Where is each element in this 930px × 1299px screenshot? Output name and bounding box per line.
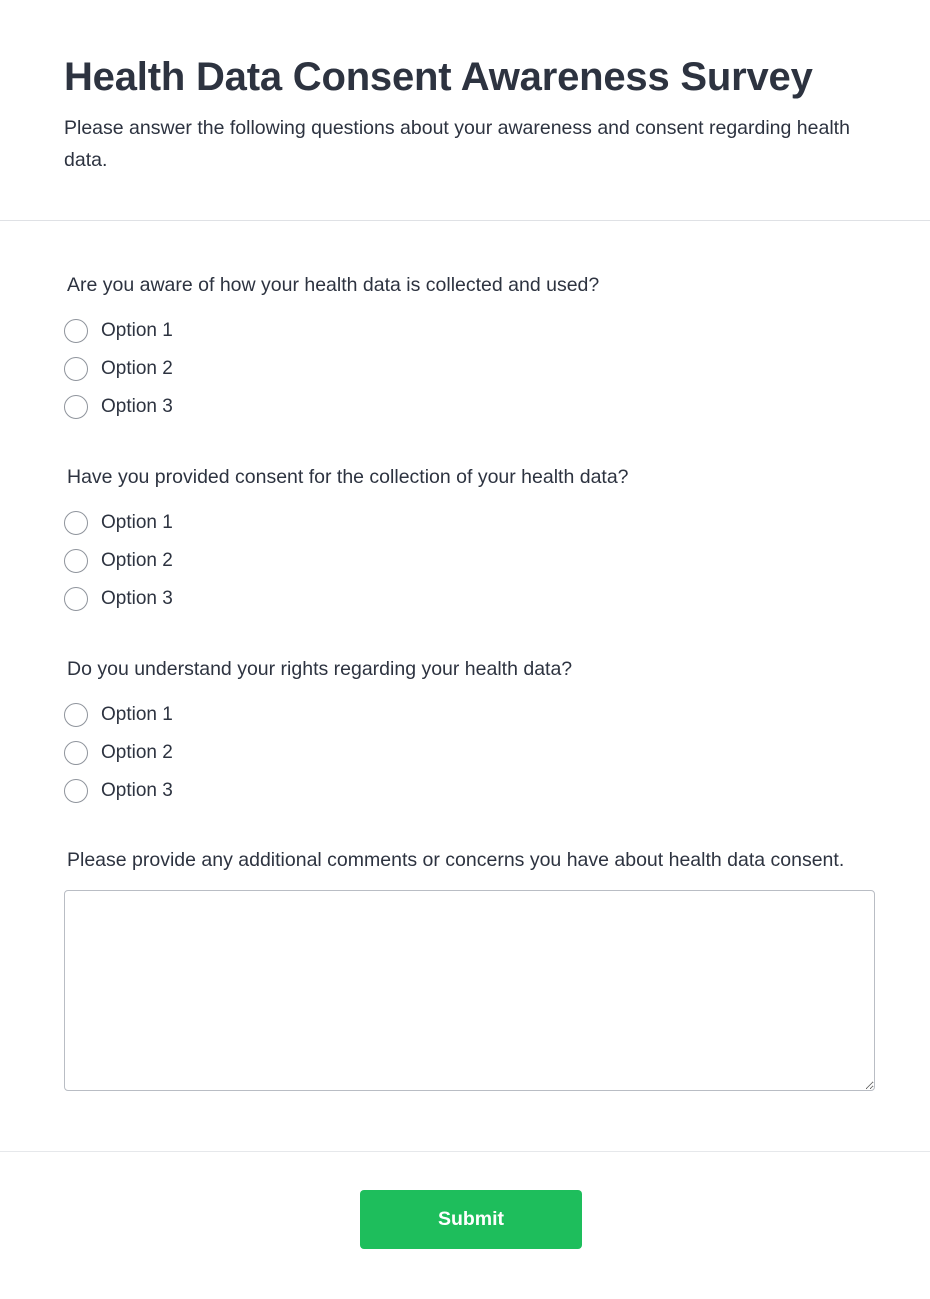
survey-form <box>0 221 930 1091</box>
radio-button[interactable] <box>64 779 88 803</box>
radio-button[interactable] <box>64 741 88 765</box>
option-row[interactable] <box>64 734 876 772</box>
option-label: Option 3 <box>101 588 173 609</box>
radio-button[interactable] <box>64 357 88 381</box>
question-label: Do you understand your rights regarding your health data? <box>67 658 573 680</box>
option-label: Option 2 <box>101 358 173 379</box>
question-rights-understanding <box>64 656 876 810</box>
option-row[interactable] <box>64 542 876 580</box>
option-row[interactable] <box>64 350 876 388</box>
option-label: Option 1 <box>101 512 173 533</box>
form-footer <box>0 1151 930 1299</box>
radio-button[interactable] <box>64 511 88 535</box>
option-label: Option 2 <box>101 550 173 571</box>
question-label: Have you provided consent for the collection of your health data? <box>67 466 629 488</box>
comments-textarea[interactable] <box>64 890 875 1091</box>
option-label: Option 1 <box>101 704 173 725</box>
radio-button[interactable] <box>64 319 88 343</box>
option-label: Option 3 <box>101 780 173 801</box>
radio-button[interactable] <box>64 549 88 573</box>
comments-label: Please provide any additional comments or concerns you have about health data consent. <box>67 849 845 871</box>
question-collection-awareness <box>64 272 876 426</box>
option-row[interactable] <box>64 696 876 734</box>
radio-button[interactable] <box>64 587 88 611</box>
radio-button[interactable] <box>64 703 88 727</box>
page-subtitle: Please answer the following questions about your awareness and consent regarding health data. <box>64 117 850 171</box>
submit-button[interactable]: Submit <box>360 1190 582 1249</box>
radio-button[interactable] <box>64 395 88 419</box>
question-label: Are you aware of how your health data is collected and used? <box>67 274 600 296</box>
option-label: Option 3 <box>101 396 173 417</box>
option-row[interactable] <box>64 772 876 810</box>
option-row[interactable] <box>64 388 876 426</box>
comments-section <box>64 848 876 1091</box>
option-label: Option 2 <box>101 742 173 763</box>
option-row[interactable] <box>64 580 876 618</box>
option-row[interactable] <box>64 312 876 350</box>
survey-header <box>0 0 930 221</box>
option-label: Option 1 <box>101 320 173 341</box>
option-row[interactable] <box>64 504 876 542</box>
question-consent-provided <box>64 464 876 618</box>
page-title: Health Data Consent Awareness Survey <box>64 55 813 99</box>
